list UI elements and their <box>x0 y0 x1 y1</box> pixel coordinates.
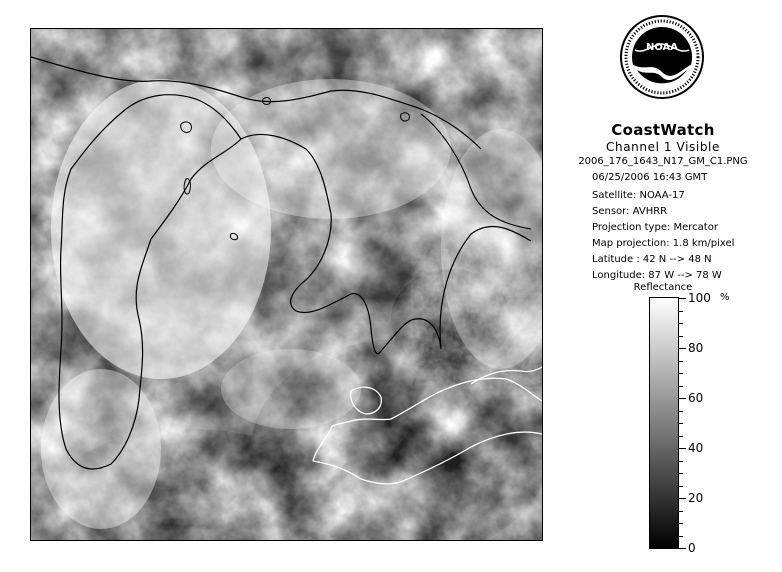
legend-title: Reflectance <box>633 282 693 293</box>
colorbar-major-tick <box>679 498 686 499</box>
satellite-map-svg <box>31 29 542 540</box>
map-projection: Map projection: 1.8 km/pixel <box>592 238 735 249</box>
colorbar-minor-tick <box>679 511 683 512</box>
colorbar-minor-tick <box>679 386 683 387</box>
cloud-mass <box>221 349 361 429</box>
colorbar-major-tick <box>679 348 686 349</box>
satellite-label: Satellite: NOAA-17 <box>592 190 685 201</box>
colorbar-minor-tick <box>679 336 683 337</box>
colorbar-minor-tick <box>679 473 683 474</box>
channel-subtitle: Channel 1 Visible <box>606 140 720 154</box>
longitude-range: Longitude: 87 W --> 78 W <box>592 270 722 281</box>
cloud-speckle <box>411 249 542 389</box>
colorbar-tick-label: 100 <box>688 291 711 305</box>
colorbar-minor-tick <box>679 523 683 524</box>
colorbar-minor-tick <box>679 486 683 487</box>
noaa-logo <box>619 14 705 100</box>
colorbar-tick-label: 20 <box>688 491 704 505</box>
filename: 2006_176_1643_N17_GM_C1.PNG <box>578 156 748 167</box>
reflectance-colorbar <box>649 297 679 549</box>
logo-text: NOAA <box>645 42 679 53</box>
projection-type: Projection type: Mercator <box>592 222 718 233</box>
colorbar-tick-label: 0 <box>688 541 696 555</box>
colorbar-minor-tick <box>679 436 683 437</box>
acquisition-datetime: 06/25/2006 16:43 GMT <box>592 172 708 183</box>
colorbar-minor-tick <box>679 423 683 424</box>
latitude-range: Latitude : 42 N --> 48 N <box>592 254 712 265</box>
cloud-mass <box>211 79 451 219</box>
colorbar-minor-tick <box>679 323 683 324</box>
colorbar-minor-tick <box>679 311 683 312</box>
colorbar-tick-label: 40 <box>688 441 704 455</box>
colorbar-minor-tick <box>679 361 683 362</box>
colorbar-minor-tick <box>679 411 683 412</box>
colorbar-tick-label: 80 <box>688 341 704 355</box>
colorbar-major-tick <box>679 298 686 299</box>
page-title: CoastWatch <box>611 121 715 139</box>
colorbar-minor-tick <box>679 536 683 537</box>
colorbar-minor-tick <box>679 461 683 462</box>
colorbar-major-tick <box>679 448 686 449</box>
colorbar-tick-label: 60 <box>688 391 704 405</box>
colorbar-major-tick <box>679 398 686 399</box>
colorbar-minor-tick <box>679 373 683 374</box>
sensor-label: Sensor: AVHRR <box>592 206 668 217</box>
colorbar-major-tick <box>679 548 686 549</box>
satellite-image <box>30 28 543 541</box>
unit-label: % <box>720 292 730 303</box>
